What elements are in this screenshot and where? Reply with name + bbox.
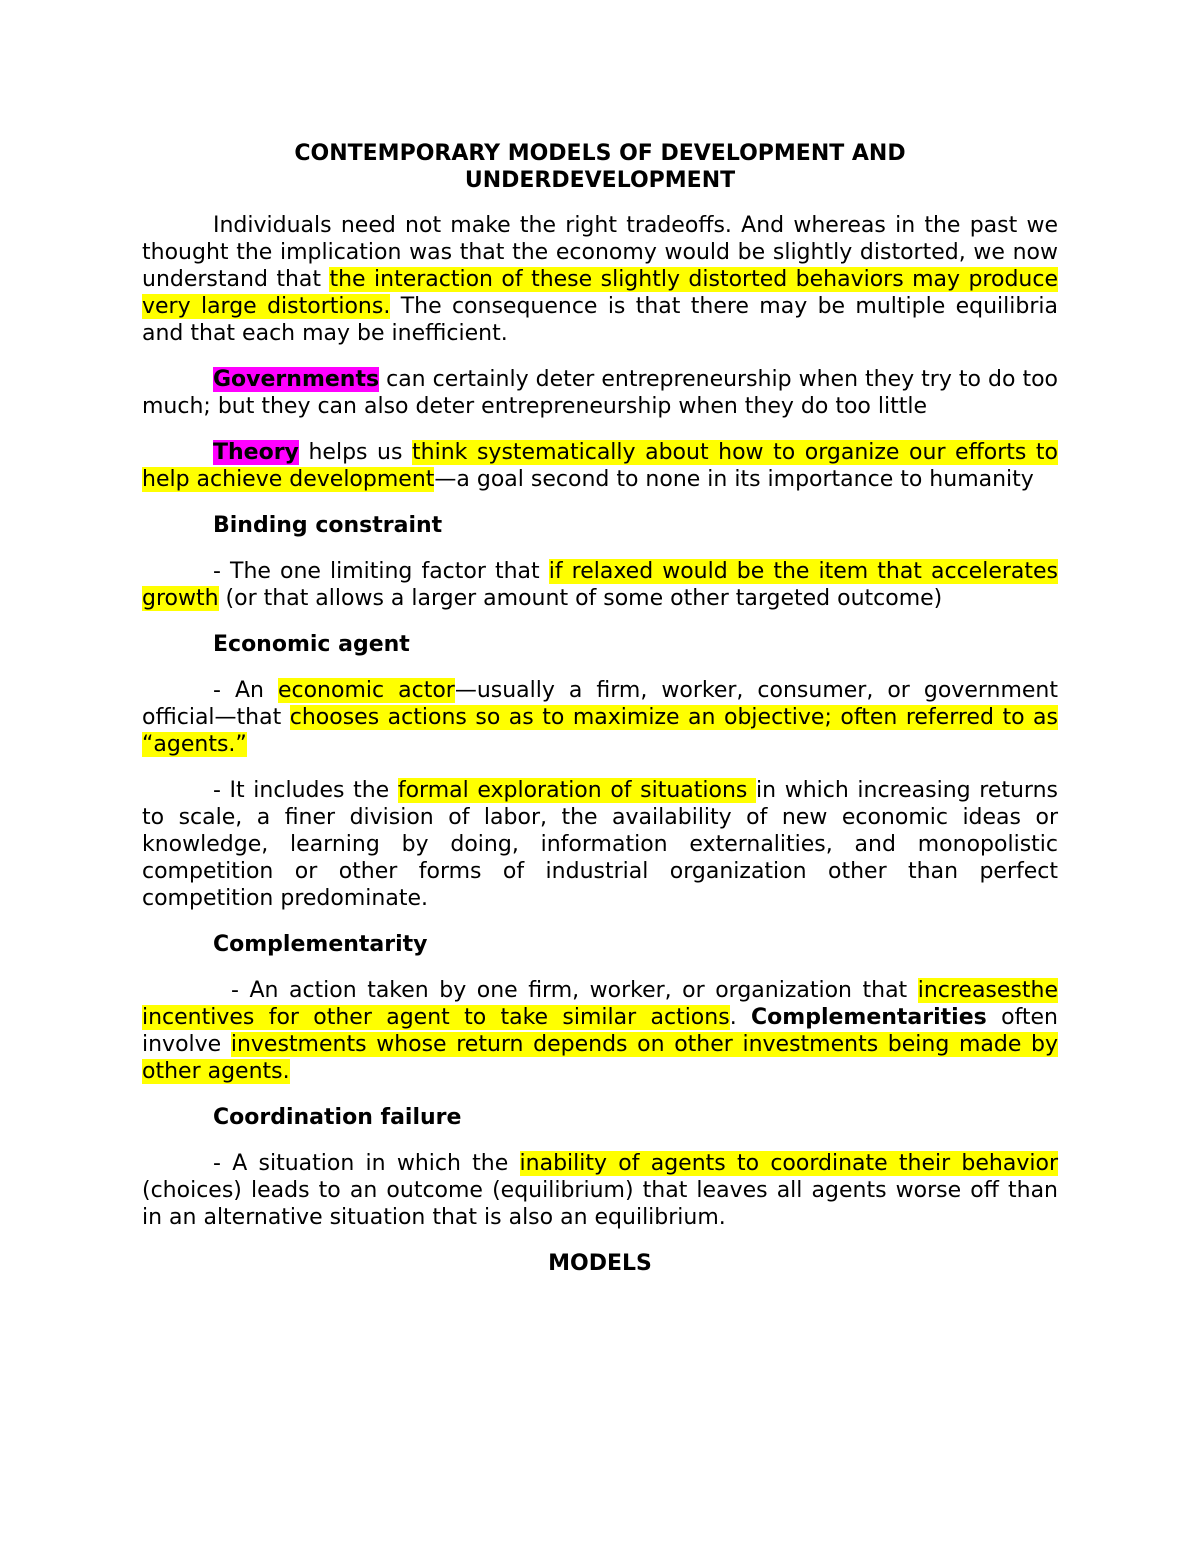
heading-binding-constraint: Binding constraint xyxy=(213,513,443,538)
text-run: helps us xyxy=(298,440,413,465)
text-run: - An xyxy=(213,678,278,703)
document-page xyxy=(142,140,1058,1277)
paragraph-theory xyxy=(142,439,1058,493)
text-run: - It includes the xyxy=(213,778,398,803)
text-run: - An action taken by one firm, worker, or organization that xyxy=(231,978,918,1003)
paragraph-tradeoffs xyxy=(142,212,1058,347)
text-run: . xyxy=(729,1005,752,1030)
highlighted-term: Governments xyxy=(213,367,380,392)
highlighted-text: think systematically about how to organize our efforts to help achieve development xyxy=(142,440,1058,492)
text-run: —a goal second to none in its importance to humanity xyxy=(434,467,1034,492)
highlighted-term: Theory xyxy=(213,440,299,465)
heading-coordination-failure: Coordination failure xyxy=(213,1105,462,1130)
highlighted-text: inability of agents to coordinate their behavior xyxy=(519,1151,1058,1176)
paragraph-coordination-failure xyxy=(142,1150,1058,1231)
highlighted-text: formal exploration of situations xyxy=(397,778,757,803)
paragraph-increasing-returns xyxy=(142,777,1058,912)
paragraph-governments xyxy=(142,366,1058,420)
text-run: - A situation in which the xyxy=(213,1151,520,1176)
bold-term: Complementarities xyxy=(751,1005,987,1030)
text-run: - The one limiting factor that xyxy=(213,559,549,584)
section-heading-models: MODELS xyxy=(548,1251,652,1276)
highlighted-text: chooses actions so as to maximize an objective; often referred to as “agents.” xyxy=(142,705,1058,757)
highlighted-text: economic actor xyxy=(277,678,455,703)
title-line-1: CONTEMPORARY MODELS OF DEVELOPMENT AND xyxy=(294,141,906,166)
paragraph-economic-agent xyxy=(142,677,1058,758)
document-title xyxy=(142,140,1058,194)
highlighted-text: if relaxed would be the item that accelerates growth xyxy=(142,559,1059,611)
highlighted-text: the interaction of these slightly distorted behaviors may produce very large distortions. xyxy=(142,267,1058,319)
text-run: (or that allows a larger amount of some other targeted outcome) xyxy=(218,586,943,611)
text-run: (choices) leads to an outcome (equilibrium) that leaves all agents worse off than in an alternative situation that is also an equilibrium. xyxy=(142,1178,1058,1230)
text-run: can certainly deter entrepreneurship when they try to do too much; but they can also deter entrepreneurship when they do too little xyxy=(142,367,1058,419)
highlighted-text: increasesthe incentives for other agent to take similar actions xyxy=(142,978,1058,1030)
text-run: —usually a firm, worker, consumer, or government official—that xyxy=(142,678,1058,730)
title-line-2: UNDERDEVELOPMENT xyxy=(464,168,736,193)
heading-complementarity: Complementarity xyxy=(213,932,428,957)
text-run: in which increasing returns to scale, a finer division of labor, the availability of new economic ideas or knowledge, learning by doing, information externalities, and monopolistic competition or other forms of industrial organization other than perfect competition predominate. xyxy=(142,778,1058,911)
paragraph-complementarity xyxy=(142,977,1058,1085)
text-run: The consequence is that there may be multiple equilibria and that each may be inefficient. xyxy=(142,294,1059,346)
text-run: often involve xyxy=(142,1005,1058,1057)
heading-economic-agent: Economic agent xyxy=(213,632,410,657)
paragraph-binding-constraint xyxy=(142,558,1058,612)
text-run: Individuals need not make the right tradeoffs. And whereas in the past we thought the implication was that the economy would be slightly distorted, we now understand that xyxy=(142,213,1058,292)
highlighted-text: investments whose return depends on other investments being made by other agents. xyxy=(142,1032,1058,1084)
